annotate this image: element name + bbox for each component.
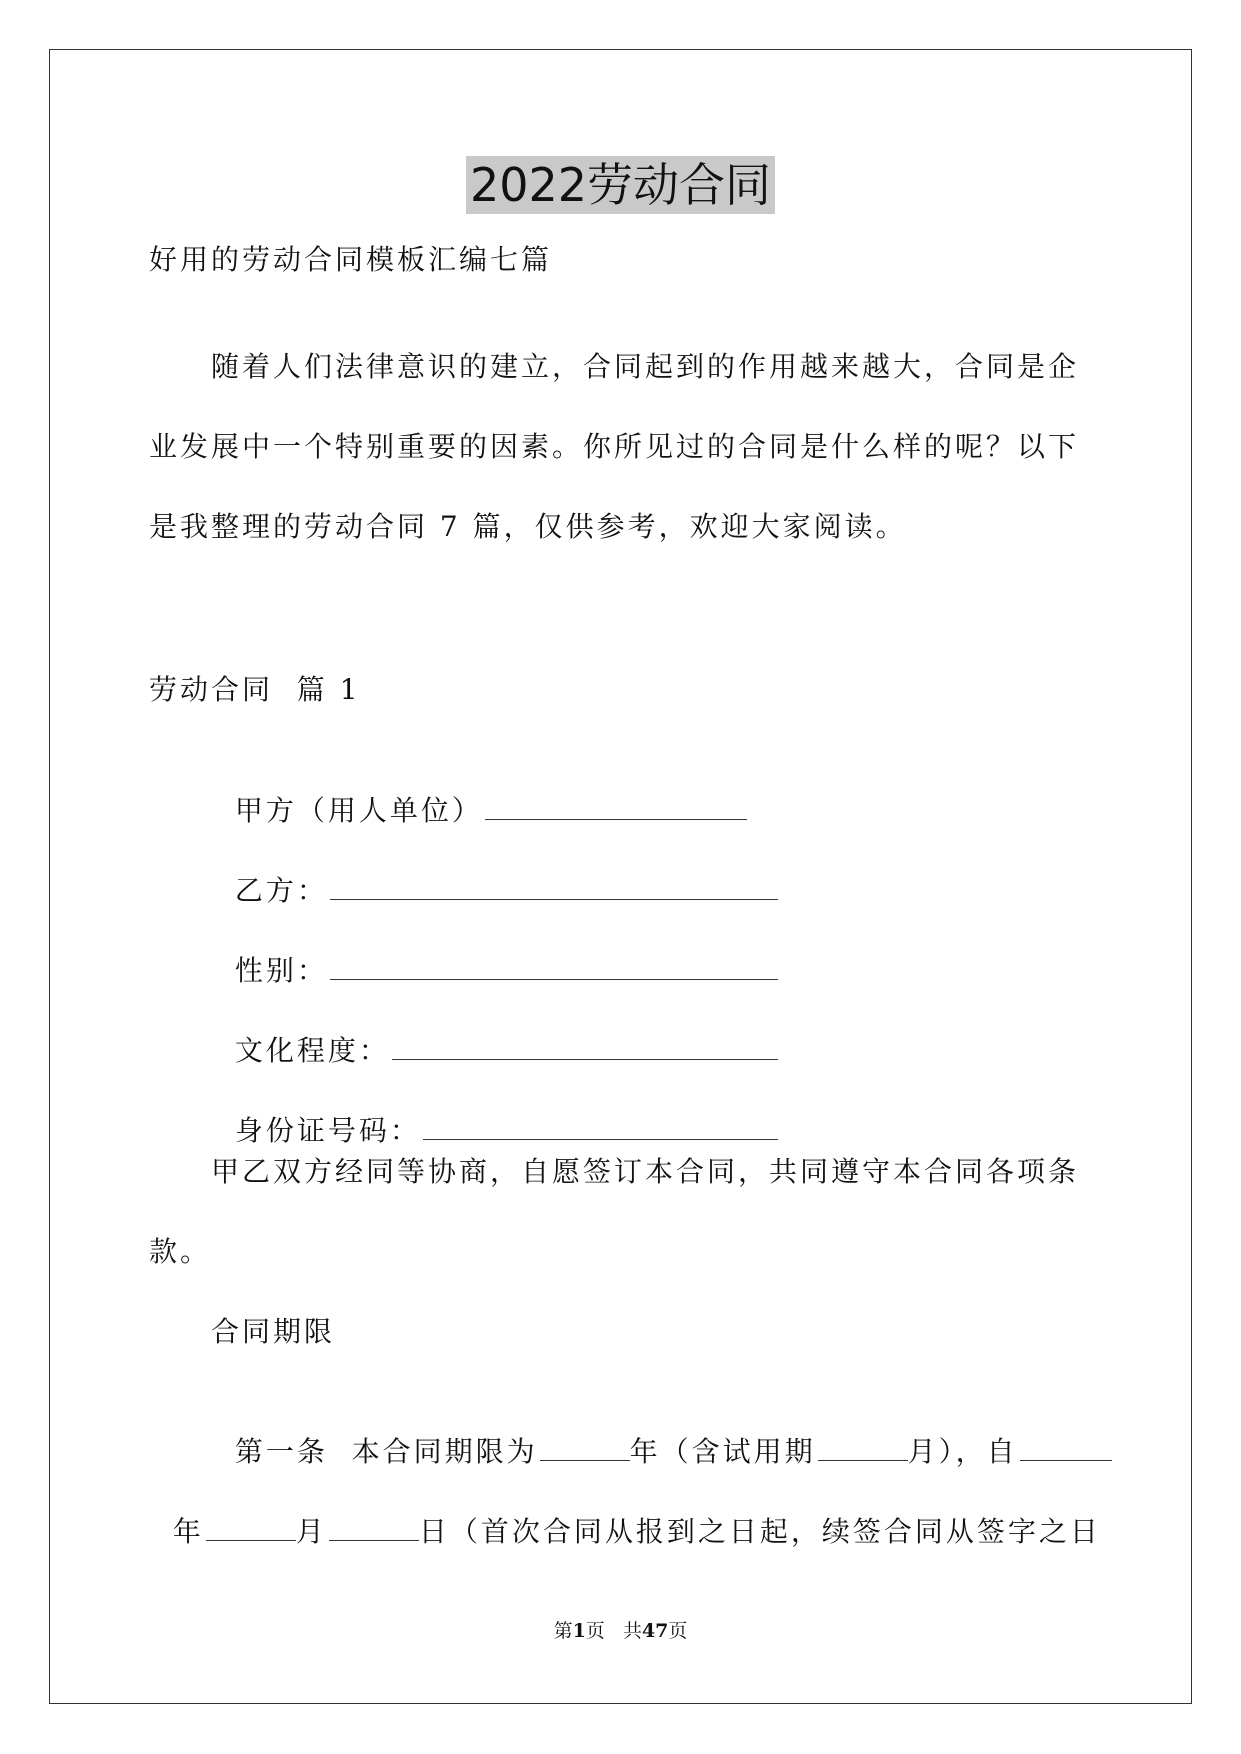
article-1-probation-blank bbox=[818, 1434, 908, 1461]
article-1-text-b: 年（含试用期 bbox=[629, 1435, 816, 1468]
gender-blank bbox=[330, 953, 778, 980]
agreement-line-1: 甲乙双方经同等协商，自愿签订本合同，共同遵守本合同各项条 bbox=[211, 1155, 1080, 1188]
party-a-label: 甲方（用人单位） bbox=[234, 794, 483, 827]
intro-line-3: 是我整理的劳动合同 7 篇，仅供参考，欢迎大家阅读。 bbox=[149, 510, 907, 543]
education-blank bbox=[392, 1033, 778, 1060]
footer-total-pages: 47 bbox=[641, 1620, 669, 1642]
title-container bbox=[0, 156, 1241, 214]
gender-label: 性别： bbox=[234, 954, 328, 987]
footer-current-page: 1 bbox=[572, 1620, 586, 1642]
education-field bbox=[211, 991, 778, 1071]
section-heading: 劳动合同 篇 1 bbox=[149, 673, 361, 706]
document-subtitle: 好用的劳动合同模板汇编七篇 bbox=[149, 243, 553, 276]
article-1-start-year-blank bbox=[1020, 1434, 1112, 1461]
document-title: 2022劳动合同 bbox=[466, 156, 775, 214]
article-1-line-1 bbox=[211, 1392, 1112, 1472]
party-b-blank bbox=[330, 873, 778, 900]
footer-prefix: 第 bbox=[553, 1620, 573, 1642]
article-1-day-blank bbox=[329, 1514, 419, 1541]
agreement-line-2: 款。 bbox=[149, 1235, 212, 1268]
footer-suffix: 页 bbox=[668, 1620, 688, 1642]
article-1-text-e: 月 bbox=[295, 1515, 327, 1548]
id-number-field bbox=[211, 1071, 778, 1151]
article-1-text-a: 第一条 本合同期限为 bbox=[234, 1435, 538, 1468]
intro-line-1: 随着人们法律意识的建立，合同起到的作用越来越大，合同是企 bbox=[211, 350, 1080, 383]
party-b-field bbox=[211, 831, 778, 911]
id-number-blank bbox=[423, 1113, 778, 1140]
article-1-years-blank bbox=[540, 1434, 630, 1461]
education-label: 文化程度： bbox=[234, 1034, 390, 1067]
article-1-line-2 bbox=[149, 1472, 1101, 1552]
party-a-field bbox=[211, 751, 747, 831]
party-b-label: 乙方： bbox=[234, 874, 328, 907]
article-1-text-c: 月），自 bbox=[907, 1435, 1018, 1468]
id-number-label: 身份证号码： bbox=[234, 1114, 421, 1147]
intro-line-2: 业发展中一个特别重要的因素。你所见过的合同是什么样的呢？以下 bbox=[149, 430, 1080, 463]
party-a-blank bbox=[485, 793, 747, 820]
term-heading: 合同期限 bbox=[211, 1315, 336, 1348]
footer-middle: 页 共 bbox=[585, 1620, 642, 1642]
article-1-month-blank bbox=[206, 1514, 296, 1541]
gender-field bbox=[211, 911, 778, 991]
article-1-text-f: 日（首次合同从报到之日起，续签合同从签字之日 bbox=[418, 1515, 1101, 1548]
article-1-text-d: 年 bbox=[172, 1515, 204, 1548]
page-footer bbox=[0, 1618, 1241, 1644]
